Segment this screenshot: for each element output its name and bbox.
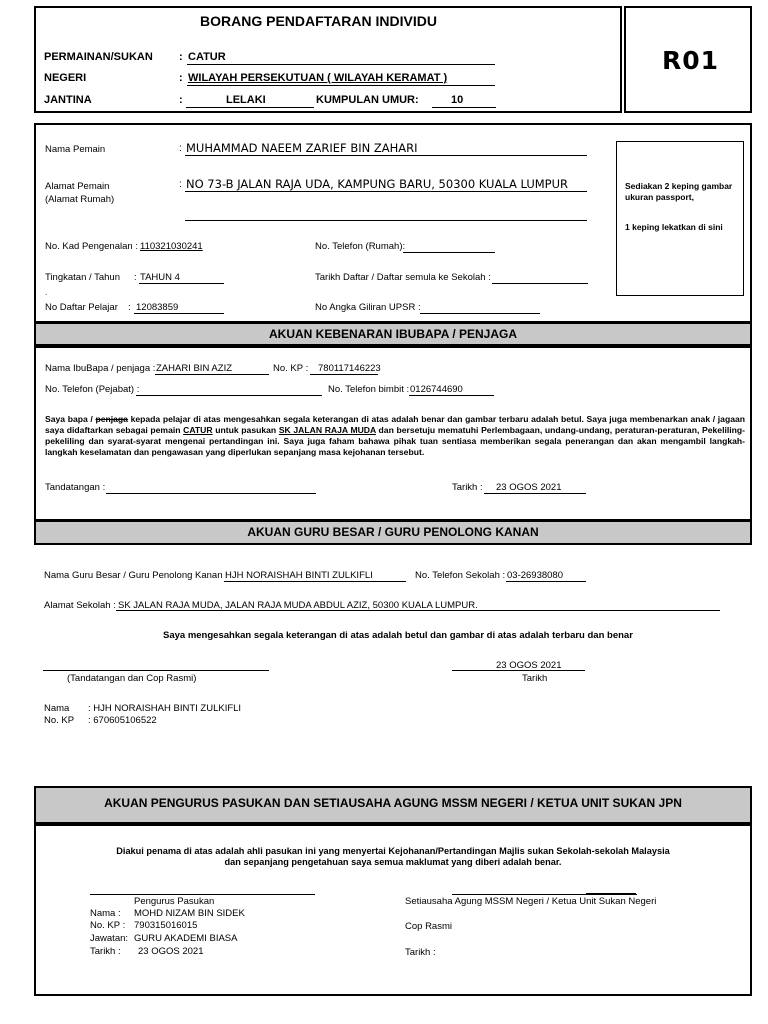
headmaster-name-underline	[224, 581, 406, 582]
headmaster-section-title: AKUAN GURU BESAR / GURU PENOLONG KANAN	[247, 525, 539, 539]
manager-kp-value: 790315016015	[134, 920, 198, 931]
parent-kp-label: No. KP :	[273, 363, 309, 374]
manager-confirmation-line-2: dan sepanjang pengetahuan saya semua maklumat yang diberi adalah benar.	[224, 857, 562, 867]
sport-colon: :	[179, 51, 183, 63]
address-colon: :	[179, 179, 182, 190]
school-address-label: Alamat Sekolah :	[44, 600, 116, 611]
register-date-underline	[492, 283, 588, 284]
declaration-sport: CATUR	[183, 425, 213, 435]
manager-kp-label: No. KP :	[90, 920, 126, 931]
stray-mark: .	[45, 288, 48, 297]
declaration-strike: penjaga	[95, 414, 128, 424]
address-value: NO 73-B JALAN RAJA UDA, KAMPUNG BARU, 50300 KUALA LUMPUR	[186, 177, 569, 191]
declaration-part-2: kepada pelajar di atas mengesahkan segala keterangan di atas adalah benar dan gambar terbaru adalah betul. Saya juga membenarkan anak / jagaan saya didaftarkan sebagai pemain	[45, 414, 745, 435]
office-phone-underline	[136, 395, 322, 396]
manager-date-label: Tarikh :	[90, 946, 121, 957]
register-date-label: Tarikh Daftar / Daftar semula ke Sekolah :	[315, 272, 491, 283]
age-group-label: KUMPULAN UMUR:	[316, 94, 419, 106]
parent-date-value: 23 OGOS 2021	[496, 482, 562, 493]
upsr-label: No Angka Giliran UPSR :	[315, 302, 421, 313]
gender-label: JANTINA	[44, 94, 92, 106]
sport-value: CATUR	[188, 51, 226, 63]
school-phone-underline	[506, 581, 586, 582]
form-year-label: Tingkatan / Tahun	[45, 272, 120, 283]
parent-sign-label: Tandatangan :	[45, 482, 106, 493]
headmaster-nama-value: : HJH NORAISHAH BINTI ZULKIFLI	[88, 703, 242, 714]
mobile-underline	[409, 395, 494, 396]
headmaster-name-label: Nama Guru Besar / Guru Penolong Kanan :	[44, 570, 228, 581]
gender-underline	[186, 107, 314, 108]
secretary-stamp: Cop Rasmi	[405, 921, 452, 932]
secretary-title: Setiausaha Agung MSSM Negeri / Ketua Unit Sukan Negeri	[405, 896, 657, 907]
address-underline-1	[185, 191, 587, 192]
form-year-value: TAHUN 4	[140, 272, 180, 283]
address-label: Alamat Pemain	[45, 181, 110, 192]
form-code: R01	[662, 46, 720, 75]
state-label: NEGERI	[44, 72, 87, 84]
state-value: WILAYAH PERSEKUTUAN ( WILAYAH KERAMAT )	[188, 72, 448, 84]
headmaster-kp-value: : 670605106522	[88, 715, 157, 726]
school-address-underline	[116, 610, 720, 611]
student-no-underline	[134, 313, 224, 314]
manager-position-value: GURU AKADEMI BIASA	[134, 933, 238, 944]
manager-position-label: Jawatan:	[90, 933, 129, 944]
declaration-part-1: Saya bapa /	[45, 414, 96, 424]
age-group-value: 10	[451, 94, 464, 106]
form-year-underline	[139, 283, 224, 284]
headmaster-section-header	[34, 520, 752, 545]
home-phone-underline	[403, 252, 495, 253]
headmaster-date-line	[452, 670, 585, 671]
player-name-underline	[185, 155, 587, 156]
parent-kp-underline	[310, 374, 378, 375]
player-name-label: Nama Pemain	[45, 144, 106, 155]
gender-value: LELAKI	[226, 94, 266, 106]
school-address-value: SK JALAN RAJA MUDA, JALAN RAJA MUDA ABDUL AZIZ, 50300 KUALA LUMPUR.	[118, 600, 478, 611]
player-name-value: MUHAMMAD NAEEM ZARIEF BIN ZAHARI	[186, 141, 418, 155]
parent-sign-line	[106, 493, 316, 494]
school-phone-value: 03-26938080	[507, 570, 563, 581]
sport-label: PERMAINAN/SUKAN	[44, 51, 153, 63]
headmaster-date-value: 23 OGOS 2021	[496, 660, 562, 671]
declaration-part-4: dan bersetuju mematuhi Perlembagaan, undang-undang, peraturan-peraturan, Pekeliling-pekeliling dan syarat-syarat mengenai pertandingan ini. Saya juga faham bahawa pihak tuan sentiasa memberikan segala penerangan dan akan mengambil langkah-langkah keselamatan dan pengawasan yang diperlukan sepanjang masa kejohanan tersebut.	[45, 425, 745, 457]
ic-value: 110321030241	[140, 241, 203, 252]
upsr-underline	[420, 313, 540, 314]
manager-nama-value: MOHD NIZAM BIN SIDEK	[134, 908, 245, 919]
parent-date-underline	[484, 493, 586, 494]
address-sublabel: (Alamat Rumah)	[45, 194, 115, 205]
parent-kp-value: 780117146223	[318, 363, 381, 374]
form-year-colon: :	[134, 272, 137, 283]
headmaster-date-caption: Tarikh	[522, 673, 548, 684]
sport-underline	[187, 64, 495, 65]
headmaster-confirmation: Saya mengesahkan segala keterangan di atas adalah betul dan gambar di atas adalah terbaru dan benar	[163, 630, 633, 641]
manager-sign-line	[90, 894, 315, 895]
mobile-value: 0126744690	[410, 384, 463, 395]
student-no-value: 12083859	[136, 302, 179, 313]
parent-name-label: Nama IbuBapa / penjaga :	[45, 363, 156, 374]
photo-instruction-1: Sediakan 2 keping gambar ukuran passport,	[625, 181, 733, 202]
parent-name-underline	[155, 374, 269, 375]
home-phone-label: No. Telefon (Rumah):	[315, 241, 406, 252]
parent-declaration	[45, 414, 745, 458]
address-underline-2	[185, 220, 587, 221]
state-colon: :	[179, 72, 183, 84]
headmaster-name-value: HJH NORAISHAH BINTI ZULKIFLI	[225, 570, 373, 581]
declaration-team: SK JALAN RAJA MUDA	[278, 425, 376, 435]
school-phone-label: No. Telefon Sekolah :	[415, 570, 506, 581]
manager-title: Pengurus Pasukan	[134, 896, 215, 907]
gender-colon: :	[179, 94, 183, 106]
office-phone-label: No. Telefon (Pejabat) :	[45, 384, 140, 395]
headmaster-sign-line	[43, 670, 269, 671]
photo-box	[616, 141, 744, 296]
form-title: BORANG PENDAFTARAN INDIVIDU	[200, 13, 437, 29]
parent-section-header	[34, 322, 752, 346]
age-group-underline	[432, 107, 496, 108]
manager-nama-label: Nama :	[90, 908, 121, 919]
player-name-colon: :	[179, 143, 182, 154]
ic-label: No. Kad Pengenalan :	[45, 241, 138, 252]
parent-date-label: Tarikh :	[452, 482, 483, 493]
headmaster-nama-label: Nama	[44, 703, 70, 714]
manager-date-value: 23 OGOS 2021	[138, 946, 204, 957]
mobile-label: No. Telefon bimbit :	[328, 384, 410, 395]
student-no-label: No Daftar Pelajar	[45, 302, 118, 313]
parent-section-title: AKUAN KEBENARAN IBUBAPA / PENJAGA	[268, 327, 517, 341]
parent-name-value: ZAHARI BIN AZIZ	[156, 363, 233, 374]
manager-section-title: AKUAN PENGURUS PASUKAN DAN SETIAUSAHA AGUNG MSSM NEGERI / KETUA UNIT SUKAN JPN	[104, 796, 682, 810]
secretary-sign-line-overlap	[586, 893, 636, 894]
photo-instruction-2: 1 keping lekatkan di sini	[625, 222, 723, 232]
declaration-part-3: untuk pasukan	[212, 425, 279, 435]
secretary-sign-line	[452, 894, 637, 895]
manager-confirmation-line-1: Diakui penama di atas adalah ahli pasukan ini yang menyertai Kejohanan/Pertandingan Majlis sukan Sekolah-sekolah Malaysia	[116, 846, 670, 856]
manager-section-header	[34, 786, 752, 824]
manager-confirmation	[34, 846, 752, 868]
secretary-date-label: Tarikh :	[405, 947, 436, 958]
headmaster-kp-label: No. KP	[44, 715, 75, 726]
headmaster-sign-caption: (Tandatangan dan Cop Rasmi)	[67, 673, 197, 684]
student-no-colon: :	[128, 302, 131, 313]
state-underline	[187, 85, 495, 86]
